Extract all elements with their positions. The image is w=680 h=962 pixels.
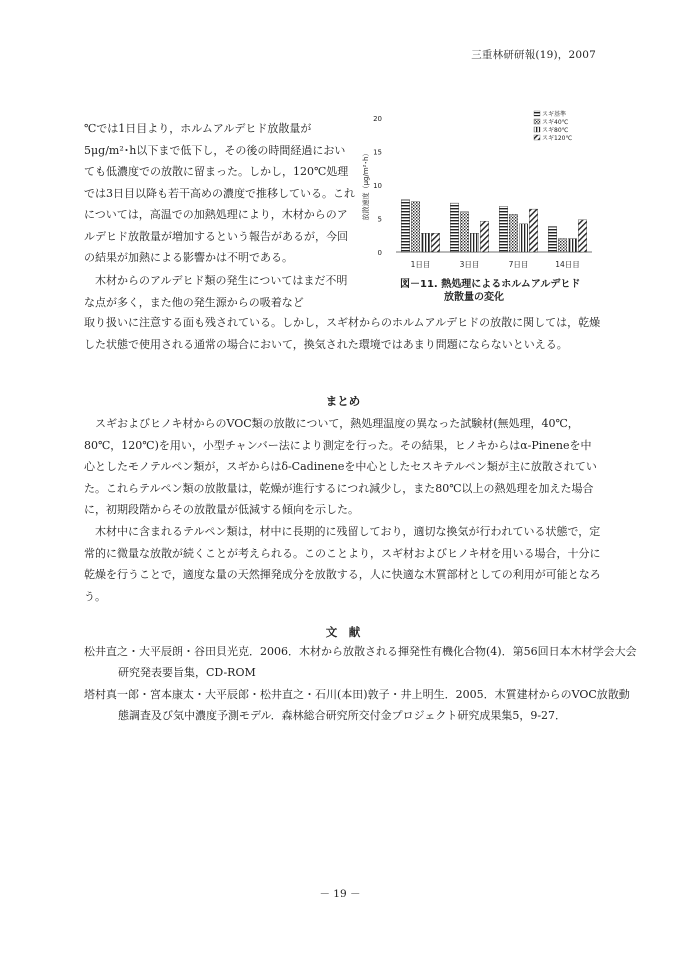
legend-swatch [534, 111, 540, 116]
y-tick-label: 5 [377, 215, 382, 224]
y-tick-label: 10 [373, 182, 382, 190]
body-paragraph-1: ℃では1日目より，ホルムアルデヒド放散量が5μg/m²･h以下まで低下し，その後の時間経過においても低濃度での放散に留まった。しかし，120℃処理では3日目以降も若干高めの濃度で推移している。これについては，高温での加熱処理により，木材からのアルデヒド放散量が増加するという報告があるが，今回の結果が加熱による影響かは不明である。 [84, 122, 355, 264]
legend-swatch [534, 127, 540, 132]
x-tick-label: 14日目 [555, 260, 580, 269]
x-tick-label: 7日目 [508, 260, 529, 269]
legend-swatch [534, 135, 540, 140]
summary-paragraph-1: スギおよびヒノキ材からのVOC類の放散について，熱処理温度の異なった試験材(無処理，40℃，80℃，120℃)を用い，小型チャンバー法により測定を行った。その結果，ヒノキからはα-Pineneを中心としたモノテルペン類が，スギからはδ-Cadineneを中心としたセスキテルペン類が主に放散されていた。これらテルペン類の放散量は，乾燥が進行するにつれ減少し，また80℃以上の熱処理を加えた場合に，初期段階からその放散量が低減する傾向を示した。 [84, 417, 597, 516]
bar [431, 233, 440, 252]
legend-label: スギ基準 [542, 111, 567, 118]
reference-item-2: 塔村真一郎・宮本康太・大平辰郎・松井直之・石川(本田)敦子・井上明生．2005．木質建材からのVOC放散動態調査及び気中濃度予測モデル．森林総合研究所交付金プロジェクト研究成果集5，9-27． [84, 688, 630, 722]
bar [480, 221, 489, 252]
bar [401, 200, 410, 252]
bar [568, 239, 577, 252]
x-tick-label: 3日目 [459, 260, 480, 269]
legend-label: スギ40℃ [542, 119, 569, 126]
body-paragraph-3: 取り扱いに注意する面も残されている。しかし，スギ材からのホルムアルデヒドの放散に関しては，乾燥した状態で使用される通常の場合において，換気された環境ではあまり問題にならないといえる。 [84, 316, 601, 351]
bar [450, 203, 459, 252]
running-header: 三重林研研報(19)，2007 [471, 49, 596, 61]
bar [529, 209, 538, 252]
bar [470, 233, 479, 252]
bar [421, 233, 430, 252]
page-number: － 19 － [319, 888, 361, 900]
legend-label: スギ80℃ [542, 127, 569, 134]
reference-item-1: 松井直之・大平辰朗・谷田貝光克．2006．木材から放散される揮発性有機化合物(4)．第56回日本木材学会大会研究発表要旨集，CD-ROM [84, 645, 637, 679]
bar [548, 227, 557, 252]
references-heading: 文 献 [325, 625, 361, 639]
figure-caption-line2: 放散量の変化 [444, 292, 504, 303]
y-tick-label: 20 [373, 115, 382, 123]
summary-heading: まとめ [325, 394, 361, 408]
bar [509, 214, 518, 252]
bar [460, 212, 469, 252]
legend-label: スギ120℃ [542, 135, 573, 142]
figure-caption [400, 278, 600, 304]
body-paragraph-2: 木材からのアルデヒド類の発生についてはまだ不明な点が多く，また他の発生源からの吸着など [84, 274, 348, 309]
x-tick-label: 1日目 [410, 260, 431, 269]
bar [578, 220, 587, 252]
formaldehyde-emission-chart [362, 106, 602, 274]
bar [519, 224, 528, 252]
legend-swatch [534, 119, 540, 124]
summary-paragraph-2: 木材中に含まれるテルペン類は，材中に長期的に残留しており，適切な換気が行われている状態で，定常的に微量な放散が続くことが考えられる。このことより，スギ材およびヒノキ材を用いる場合，十分に乾燥を行うことで，適度な量の天然揮発成分を放散する，人に快適な木質部材としての利用が可能となろう。 [84, 525, 601, 603]
figure-caption-line1: 図－11. 熱処理によるホルムアルデヒド [400, 279, 581, 290]
bar [499, 206, 508, 252]
y-axis-label: 放散速度（μg/m²･h） [362, 149, 370, 221]
y-tick-label: 0 [377, 249, 382, 257]
bar [558, 239, 567, 252]
bar [411, 202, 420, 252]
y-tick-label: 15 [373, 148, 382, 157]
